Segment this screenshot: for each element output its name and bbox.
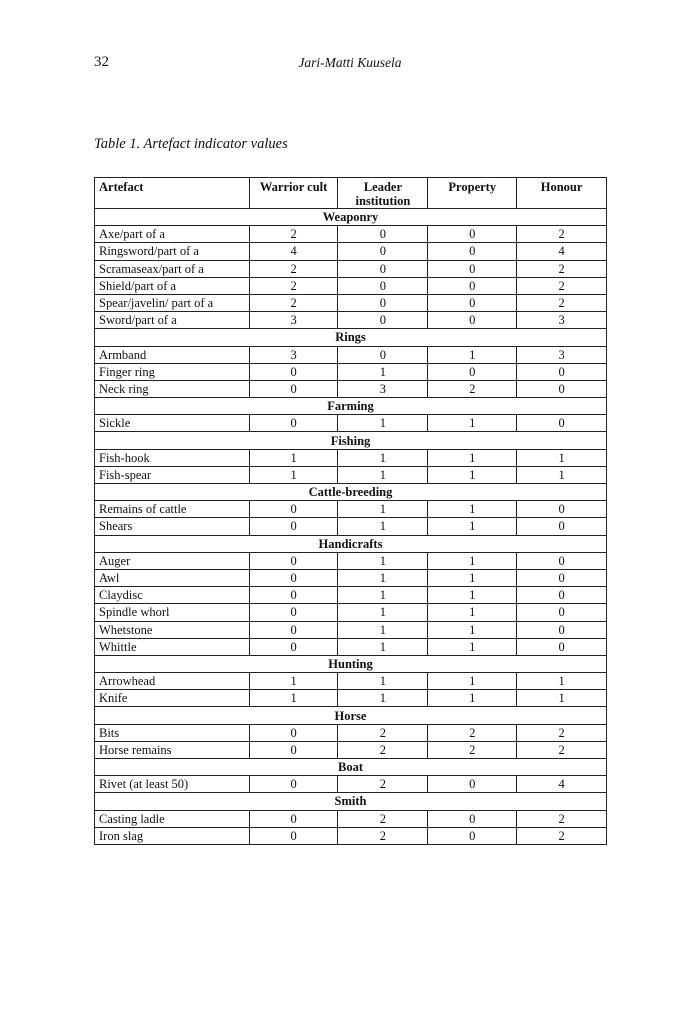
artefact-name-cell: Fish-spear	[95, 466, 250, 483]
artefact-name-cell: Finger ring	[95, 363, 250, 380]
table-row	[95, 260, 607, 277]
value-cell: 1	[517, 690, 607, 707]
value-cell: 1	[428, 415, 517, 432]
value-cell: 1	[338, 638, 428, 655]
table-row	[95, 312, 607, 329]
value-cell: 0	[338, 312, 428, 329]
value-cell: 2	[517, 810, 607, 827]
table-row	[95, 346, 607, 363]
value-cell: 0	[249, 518, 338, 535]
group-name: Weaponry	[95, 209, 607, 226]
value-cell: 0	[517, 380, 607, 397]
artefact-name-cell: Auger	[95, 552, 250, 569]
artefact-name-cell: Fish-hook	[95, 449, 250, 466]
value-cell: 1	[428, 449, 517, 466]
table-row	[95, 741, 607, 758]
value-cell: 0	[517, 621, 607, 638]
group-name: Farming	[95, 398, 607, 415]
table-row	[95, 243, 607, 260]
value-cell: 0	[428, 776, 517, 793]
running-head: Jari-Matti Kuusela	[298, 55, 402, 70]
value-cell: 2	[338, 741, 428, 758]
group-name: Cattle-breeding	[95, 484, 607, 501]
value-cell: 1	[338, 415, 428, 432]
value-cell: 0	[249, 827, 338, 844]
table-row	[95, 466, 607, 483]
value-cell: 0	[428, 363, 517, 380]
value-cell: 2	[338, 810, 428, 827]
value-cell: 1	[338, 690, 428, 707]
value-cell: 0	[249, 621, 338, 638]
value-cell: 1	[338, 363, 428, 380]
artefact-name-cell: Claydisc	[95, 587, 250, 604]
value-cell: 0	[249, 810, 338, 827]
value-cell: 1	[338, 587, 428, 604]
value-cell: 2	[338, 776, 428, 793]
value-cell: 0	[428, 312, 517, 329]
value-cell: 0	[338, 277, 428, 294]
value-cell: 1	[249, 673, 338, 690]
artefact-indicator-table	[94, 177, 607, 845]
value-cell: 2	[428, 724, 517, 741]
value-cell: 1	[428, 569, 517, 586]
table-caption: Table 1. Artefact indicator values	[94, 136, 288, 152]
table-row	[95, 724, 607, 741]
value-cell: 0	[428, 260, 517, 277]
value-cell: 1	[338, 621, 428, 638]
value-cell: 1	[338, 501, 428, 518]
value-cell: 0	[249, 501, 338, 518]
value-cell: 0	[517, 552, 607, 569]
value-cell: 1	[428, 690, 517, 707]
value-cell: 2	[517, 827, 607, 844]
table-row	[95, 776, 607, 793]
group-header-row	[95, 209, 607, 226]
artefact-name-cell: Rivet (at least 50)	[95, 776, 250, 793]
value-cell: 1	[249, 466, 338, 483]
value-cell: 1	[338, 552, 428, 569]
artefact-name-cell: Awl	[95, 569, 250, 586]
artefact-name-cell: Shield/part of a	[95, 277, 250, 294]
value-cell: 3	[338, 380, 428, 397]
value-cell: 1	[428, 587, 517, 604]
value-cell: 1	[428, 673, 517, 690]
value-cell: 1	[338, 518, 428, 535]
group-name: Hunting	[95, 655, 607, 672]
value-cell: 2	[517, 226, 607, 243]
artefact-name-cell: Whetstone	[95, 621, 250, 638]
artefact-name-cell: Axe/part of a	[95, 226, 250, 243]
value-cell: 4	[517, 243, 607, 260]
artefact-name-cell: Spindle whorl	[95, 604, 250, 621]
value-cell: 0	[249, 363, 338, 380]
artefact-name-cell: Sword/part of a	[95, 312, 250, 329]
value-cell: 0	[428, 277, 517, 294]
value-cell: 4	[517, 776, 607, 793]
artefact-name-cell: Spear/javelin/ part of a	[95, 294, 250, 311]
value-cell: 1	[249, 690, 338, 707]
group-header-row	[95, 484, 607, 501]
group-header-row	[95, 655, 607, 672]
value-cell: 2	[517, 724, 607, 741]
artefact-name-cell: Shears	[95, 518, 250, 535]
artefact-name-cell: Casting ladle	[95, 810, 250, 827]
value-cell: 1	[428, 638, 517, 655]
group-name: Rings	[95, 329, 607, 346]
value-cell: 1	[428, 604, 517, 621]
value-cell: 0	[517, 501, 607, 518]
artefact-name-cell: Iron slag	[95, 827, 250, 844]
value-cell: 0	[428, 827, 517, 844]
table-row	[95, 604, 607, 621]
table-row	[95, 621, 607, 638]
value-cell: 3	[517, 312, 607, 329]
value-cell: 0	[249, 638, 338, 655]
table-row	[95, 587, 607, 604]
value-cell: 1	[428, 501, 517, 518]
value-cell: 0	[517, 638, 607, 655]
value-cell: 1	[428, 621, 517, 638]
table-row	[95, 380, 607, 397]
value-cell: 2	[249, 226, 338, 243]
table-body	[95, 209, 607, 845]
table-row	[95, 810, 607, 827]
value-cell: 0	[249, 604, 338, 621]
value-cell: 0	[249, 724, 338, 741]
value-cell: 1	[249, 449, 338, 466]
value-cell: 1	[517, 449, 607, 466]
group-header-row	[95, 398, 607, 415]
column-header-artefact: Artefact	[95, 178, 250, 209]
value-cell: 1	[428, 346, 517, 363]
artefact-name-cell: Sickle	[95, 415, 250, 432]
table-header-row	[95, 178, 607, 209]
value-cell: 1	[428, 518, 517, 535]
table-row	[95, 363, 607, 380]
value-cell: 0	[428, 810, 517, 827]
table-row	[95, 518, 607, 535]
value-cell: 0	[338, 260, 428, 277]
value-cell: 3	[517, 346, 607, 363]
column-header-property: Property	[428, 178, 517, 209]
table-row	[95, 449, 607, 466]
value-cell: 1	[338, 466, 428, 483]
column-header-warrior-cult: Warrior cult	[249, 178, 338, 209]
value-cell: 2	[517, 741, 607, 758]
value-cell: 2	[249, 260, 338, 277]
table-row	[95, 552, 607, 569]
value-cell: 0	[517, 604, 607, 621]
table-row	[95, 294, 607, 311]
artefact-name-cell: Arrowhead	[95, 673, 250, 690]
artefact-name-cell: Armband	[95, 346, 250, 363]
value-cell: 0	[249, 587, 338, 604]
group-header-row	[95, 759, 607, 776]
table-row	[95, 226, 607, 243]
value-cell: 1	[428, 466, 517, 483]
group-name: Fishing	[95, 432, 607, 449]
value-cell: 2	[517, 260, 607, 277]
value-cell: 2	[517, 277, 607, 294]
value-cell: 1	[517, 466, 607, 483]
page-number: 32	[94, 54, 109, 70]
value-cell: 2	[249, 294, 338, 311]
column-header-leader-institution: Leader institution	[338, 178, 428, 209]
group-header-row	[95, 793, 607, 810]
artefact-name-cell: Whittle	[95, 638, 250, 655]
value-cell: 0	[249, 380, 338, 397]
value-cell: 0	[517, 363, 607, 380]
value-cell: 0	[517, 587, 607, 604]
value-cell: 1	[338, 569, 428, 586]
value-cell: 0	[428, 226, 517, 243]
artefact-name-cell: Bits	[95, 724, 250, 741]
value-cell: 3	[249, 312, 338, 329]
value-cell: 2	[249, 277, 338, 294]
table-row	[95, 277, 607, 294]
artefact-name-cell: Horse remains	[95, 741, 250, 758]
value-cell: 0	[338, 346, 428, 363]
column-header-honour: Honour	[517, 178, 607, 209]
value-cell: 0	[428, 294, 517, 311]
value-cell: 1	[338, 673, 428, 690]
value-cell: 0	[338, 226, 428, 243]
artefact-name-cell: Neck ring	[95, 380, 250, 397]
value-cell: 2	[517, 294, 607, 311]
artefact-name-cell: Knife	[95, 690, 250, 707]
value-cell: 0	[517, 569, 607, 586]
table-row	[95, 827, 607, 844]
group-name: Handicrafts	[95, 535, 607, 552]
group-header-row	[95, 707, 607, 724]
value-cell: 0	[249, 552, 338, 569]
page-header	[94, 54, 606, 74]
value-cell: 0	[517, 415, 607, 432]
table-row	[95, 569, 607, 586]
value-cell: 0	[249, 776, 338, 793]
table-row	[95, 690, 607, 707]
group-name: Smith	[95, 793, 607, 810]
group-name: Boat	[95, 759, 607, 776]
value-cell: 2	[338, 724, 428, 741]
group-header-row	[95, 535, 607, 552]
value-cell: 0	[517, 518, 607, 535]
group-header-row	[95, 329, 607, 346]
table-row	[95, 415, 607, 432]
artefact-name-cell: Ringsword/part of a	[95, 243, 250, 260]
value-cell: 1	[338, 604, 428, 621]
artefact-name-cell: Remains of cattle	[95, 501, 250, 518]
value-cell: 0	[249, 415, 338, 432]
value-cell: 0	[249, 569, 338, 586]
table-row	[95, 638, 607, 655]
value-cell: 3	[249, 346, 338, 363]
value-cell: 0	[249, 741, 338, 758]
value-cell: 1	[428, 552, 517, 569]
table-row	[95, 501, 607, 518]
artefact-name-cell: Scramaseax/part of a	[95, 260, 250, 277]
group-header-row	[95, 432, 607, 449]
value-cell: 2	[338, 827, 428, 844]
value-cell: 0	[338, 243, 428, 260]
value-cell: 1	[338, 449, 428, 466]
value-cell: 2	[428, 741, 517, 758]
value-cell: 1	[517, 673, 607, 690]
table-row	[95, 673, 607, 690]
value-cell: 4	[249, 243, 338, 260]
value-cell: 0	[428, 243, 517, 260]
value-cell: 0	[338, 294, 428, 311]
group-name: Horse	[95, 707, 607, 724]
value-cell: 2	[428, 380, 517, 397]
